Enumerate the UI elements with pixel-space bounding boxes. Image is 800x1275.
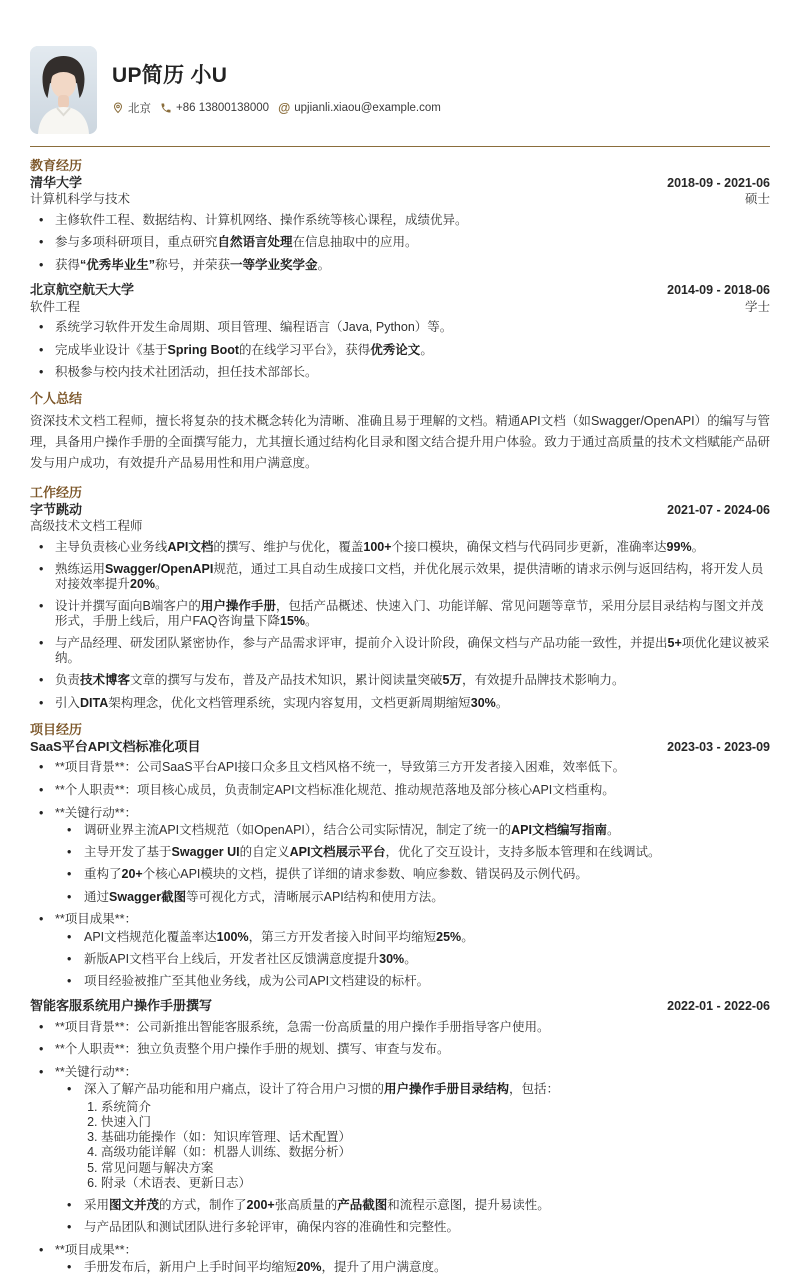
bullet-item: [30, 912, 770, 988]
text-segment: ，第三方开发者接入时间平均缩短: [248, 929, 437, 944]
text-segment: 的在线学习平台》，获得: [239, 342, 371, 357]
text-segment: **项目背景**：公司新推出智能客服系统，急需一份高质量的用户操作手册指导客户使用。: [55, 1019, 550, 1034]
text-segment: API文档规范化覆盖率达: [84, 929, 217, 944]
text-segment: 张高质量的: [274, 1198, 338, 1212]
bullet-item: [55, 1260, 770, 1274]
bullet-list: [30, 320, 770, 380]
text-segment: 20%: [296, 1260, 322, 1275]
text-segment: Swagger/OpenAPI: [105, 562, 214, 577]
text-segment: Spring Boot: [167, 342, 240, 357]
text-segment: 一等学业奖学金: [230, 258, 318, 272]
section-title-work: 工作经历: [30, 485, 83, 500]
text-segment: 的方式，制作了: [159, 1198, 247, 1212]
text-segment: 负责: [55, 673, 81, 688]
entry-header: [30, 739, 770, 755]
bullet-item: [55, 890, 770, 904]
entry-role: 软件工程: [30, 299, 81, 314]
bullet-item: [30, 258, 770, 272]
text-segment: 主修软件工程、数据结构、计算机网络、操作系统等核心课程，成绩优异。: [55, 212, 468, 227]
text-segment: 。: [404, 951, 417, 966]
text-segment: 与产品团队和测试团队进行多轮评审，确保内容的准确性和完整性。: [84, 1220, 460, 1235]
entry-title: SaaS平台API文档标准化项目: [30, 738, 201, 754]
entry-title: 字节跳动: [30, 502, 83, 517]
text-segment: 。: [691, 539, 705, 554]
entry-header: [30, 175, 770, 191]
bullet-item: [30, 562, 770, 591]
bullet-item: [30, 1243, 770, 1275]
text-segment: 20%: [130, 576, 156, 591]
text-segment: 100+: [363, 539, 392, 554]
bullet-item: [30, 806, 770, 904]
text-segment: **个人职责**：项目核心成员，负责制定API文档标准化规范、推动规范落地及部分核心API文档重构。: [55, 782, 615, 797]
bullet-list: [55, 930, 770, 989]
text-segment: 设计并撰写面向B端客户的: [55, 599, 201, 614]
work-entries: [30, 502, 770, 710]
text-segment: 5万: [442, 673, 462, 688]
text-segment: 手册发布后，新用户上手时间平均缩短: [84, 1260, 297, 1275]
bullet-list: [30, 760, 770, 988]
text-segment: 主导负责核心业务线: [55, 539, 168, 554]
profile-photo-image: [30, 46, 97, 134]
text-segment: 深入了解产品功能和用户痛点，设计了符合用户习惯的: [84, 1082, 385, 1097]
text-segment: 的撰写、维护与优化，覆盖: [213, 539, 364, 554]
text-segment: “优秀毕业生”: [80, 258, 156, 272]
entry-degree: 硕士: [744, 192, 770, 207]
bullet-item: [30, 673, 770, 687]
section-work: [30, 482, 770, 710]
text-segment: 规范，通过工具自动生成接口文档，并优化展示效果，提供清晰的请求示例与返回结构，将开发人员对接效率提升: [55, 562, 764, 591]
text-segment: API文档: [167, 539, 214, 554]
text-segment: **项目成果**：: [55, 1243, 137, 1257]
bullet-item: [30, 235, 770, 249]
bullet-item: [55, 1198, 770, 1212]
bullet-item: [30, 1020, 770, 1034]
entry-role: 高级技术文档工程师: [30, 519, 143, 534]
bullet-item: [55, 1220, 770, 1234]
bullet-item: [55, 974, 770, 988]
text-segment: 的自定义: [239, 845, 290, 859]
entry-subheader: [30, 299, 770, 315]
text-segment: 与产品经理、研发团队紧密协作，参与产品需求评审，提前介入设计阶段，确保文档与产品功能一致性，并提出: [55, 636, 668, 651]
header-divider: [30, 146, 770, 147]
email-text: upjianli.xiaou@example.com: [294, 102, 441, 114]
location-pin-icon: [112, 102, 124, 114]
bullet-item: [30, 320, 770, 334]
contact-row: [112, 100, 441, 116]
bullet-list: [30, 540, 770, 711]
text-segment: 个接口模块，确保文档与代码同步更新，准确率达: [391, 539, 667, 554]
education-entries: [30, 175, 770, 380]
text-segment: 获得: [55, 258, 81, 272]
text-segment: 5+: [667, 636, 682, 651]
text-segment: 熟练运用: [55, 562, 106, 577]
text-segment: 。: [461, 929, 474, 944]
text-segment: 99%: [666, 539, 692, 554]
text-segment: 。: [606, 822, 620, 837]
section-title-summary: 个人总结: [30, 391, 83, 406]
numbered-item: 5. 常见问题与解决方案: [101, 1161, 770, 1175]
entry: [30, 502, 770, 710]
bullet-item: [55, 845, 770, 859]
text-segment: 称号，并荣获: [155, 258, 231, 272]
text-segment: 系统学习软件开发生命周期、项目管理、编程语言（Java, Python）等。: [55, 319, 453, 334]
text-segment: 自然语言处理: [217, 235, 293, 250]
bullet-item: [55, 1082, 770, 1190]
project-entries: [30, 739, 770, 1275]
text-segment: API文档展示平台: [289, 845, 386, 859]
text-segment: ，优化了交互设计，支持多版本管理和在线调试。: [385, 845, 661, 859]
section-title-education: 教育经历: [30, 158, 83, 173]
bullet-item: [30, 599, 770, 628]
bullet-item: [30, 1065, 770, 1235]
bullet-item: [30, 1042, 770, 1056]
location-text: 北京: [128, 103, 151, 115]
text-segment: **项目成果**：: [55, 912, 137, 927]
text-segment: **项目背景**：公司SaaS平台API接口众多且文档风格不统一，导致第三方开发者接入困难，效率低下。: [55, 760, 626, 774]
text-segment: 用户操作手册: [200, 599, 276, 614]
summary-text: 资深技术文档工程师，擅长将复杂的技术概念转化为清晰、准确且易于理解的文档。精通API文档（如Swagger/OpenAPI）的编写与管理，具备用户操作手册的全面撰写能力，尤其擅长通过结构化目录和图文结合提升用户体验。致力于通过高质量的技术文档赋能产品研发与用户成功，有效提升产品易用性和用户满意度。: [30, 414, 770, 470]
text-segment: ，提升了用户满意度。: [321, 1260, 447, 1275]
entry-date: 2022-01 - 2022-06: [667, 999, 770, 1014]
bullet-list: [30, 213, 770, 273]
text-segment: 调研业界主流API文档规范（如OpenAPI），结合公司实际情况，制定了统一的: [84, 822, 512, 837]
entry-title: 北京航空航天大学: [30, 282, 135, 298]
bullet-item: [30, 343, 770, 357]
contact-location: [112, 100, 151, 116]
entry-date: 2021-07 - 2024-06: [667, 503, 770, 517]
bullet-item: [30, 213, 770, 227]
text-segment: 。: [495, 696, 509, 710]
text-segment: 30%: [470, 696, 496, 710]
text-segment: 引入: [55, 696, 81, 710]
text-segment: 架构理念，优化文档管理系统，实现内容复用，文档更新周期缩短: [108, 696, 471, 710]
text-segment: DITA: [80, 696, 109, 710]
text-segment: 通过: [84, 889, 110, 904]
text-segment: 15%: [280, 613, 306, 628]
numbered-item: 6. 附录（术语表、更新日志）: [101, 1176, 770, 1190]
text-segment: 产品截图: [337, 1198, 388, 1212]
entry-subheader: [30, 191, 770, 207]
entry-header: [30, 998, 770, 1014]
text-segment: 项优化建议被采纳。: [55, 636, 770, 665]
numbered-item: 1. 系统简介: [101, 1100, 770, 1114]
entry-header: [30, 282, 770, 298]
bullet-item: [55, 823, 770, 837]
bullet-item: [55, 867, 770, 881]
entry-header: [30, 502, 770, 518]
text-segment: 积极参与校内技术社团活动，担任技术部部长。: [55, 365, 318, 380]
text-segment: 重构了: [84, 867, 122, 882]
section-projects: [30, 719, 770, 1275]
text-segment: **关键行动**：: [55, 805, 137, 820]
text-segment: 主导开发了基于: [84, 845, 172, 859]
entry-title: 智能客服系统用户操作手册撰写: [30, 998, 213, 1014]
text-segment: 完成毕业设计《基于: [55, 342, 168, 357]
bullet-item: [55, 930, 770, 944]
entry-degree: 学士: [744, 299, 770, 314]
text-segment: 。: [420, 342, 433, 357]
bullet-item: [30, 696, 770, 710]
text-segment: 。: [317, 258, 331, 272]
section-title-projects: 项目经历: [30, 721, 83, 737]
entry: [30, 175, 770, 272]
text-segment: 文章的撰写与发布，普及产品技术知识，累计阅读量突破: [130, 673, 443, 688]
candidate-name: UP简历 小U: [112, 64, 228, 87]
bullet-item: [30, 540, 770, 554]
bullet-list: [30, 1020, 770, 1275]
text-segment: 采用: [84, 1198, 110, 1212]
entry-title: 清华大学: [30, 175, 83, 190]
text-segment: 在信息抽取中的应用。: [292, 235, 418, 250]
numbered-item: 4. 高级功能详解（如：机器人训练、数据分析）: [101, 1145, 770, 1159]
entry-date: 2018-09 - 2021-06: [667, 176, 770, 190]
numbered-item: 3. 基础功能操作（如：知识库管理、话术配置）: [101, 1130, 770, 1144]
profile-photo: [30, 46, 97, 134]
bullet-item: [30, 636, 770, 665]
text-segment: 项目经验被推广至其他业务线，成为公司API文档建设的标杆。: [84, 974, 430, 988]
text-segment: 。: [155, 576, 168, 591]
entry-date: 2014-09 - 2018-06: [667, 283, 770, 298]
entry-subheader: [30, 518, 770, 534]
text-segment: ，包括：: [509, 1082, 560, 1097]
contact-phone: [160, 102, 269, 114]
text-segment: 25%: [436, 929, 462, 944]
text-segment: 等可视化方式，清晰展示API结构和使用方法。: [186, 889, 444, 904]
bullet-list: [55, 1260, 770, 1274]
bullet-item: [30, 783, 770, 797]
contact-email: [278, 102, 441, 115]
text-segment: API文档编写指南: [511, 822, 607, 837]
numbered-list: [84, 1100, 770, 1191]
text-segment: 技术博客: [80, 673, 131, 688]
text-segment: Swagger UI: [171, 845, 240, 859]
bullet-item: [30, 365, 770, 379]
entry: [30, 998, 770, 1274]
text-segment: ，包括产品概述、快速入门、功能详解、常见问题等章节，采用分层目录结构与图文并茂形式，手册上线后，用户FAQ咨询量下降: [55, 599, 764, 628]
bullet-list: [55, 823, 770, 904]
phone-text: +86 13800138000: [176, 102, 270, 114]
text-segment: ，有效提升品牌技术影响力。: [462, 673, 625, 688]
entry-role: 计算机科学与技术: [30, 192, 131, 207]
text-segment: 参与多项科研项目，重点研究: [55, 235, 218, 250]
text-segment: **个人职责**：独立负责整个用户操作手册的规划、撰写、审查与发布。: [55, 1042, 450, 1057]
numbered-item: 2. 快速入门: [101, 1115, 770, 1129]
text-segment: 用户操作手册目录结构: [384, 1082, 510, 1097]
text-segment: Swagger截图: [109, 889, 187, 904]
text-segment: 。: [305, 613, 318, 628]
bullet-list: [55, 1082, 770, 1234]
text-segment: 30%: [379, 951, 405, 966]
text-segment: 和流程示意图，提升易读性。: [387, 1198, 550, 1212]
at-sign-icon: @: [278, 100, 291, 115]
text-segment: 个核心API模块的文档，提供了详细的请求参数、响应参数、错误码及示例代码。: [142, 867, 588, 882]
text-segment: 新版API文档平台上线后，开发者社区反馈满意度提升: [84, 951, 380, 966]
entry-date: 2023-03 - 2023-09: [667, 739, 770, 754]
entry: [30, 739, 770, 989]
text-segment: 20+: [121, 867, 143, 882]
entry: [30, 282, 770, 379]
text-segment: 200+: [246, 1198, 275, 1212]
text-segment: 100%: [216, 929, 249, 944]
text-segment: 图文并茂: [109, 1198, 160, 1212]
bullet-item: [55, 952, 770, 966]
text-segment: 优秀论文: [370, 342, 421, 357]
section-summary: [30, 388, 770, 474]
resume-header: [30, 0, 770, 134]
bullet-item: [30, 760, 770, 774]
section-education: [30, 155, 770, 380]
header-text: [112, 46, 441, 134]
text-segment: **关键行动**：: [55, 1065, 137, 1079]
phone-icon: [160, 102, 172, 114]
